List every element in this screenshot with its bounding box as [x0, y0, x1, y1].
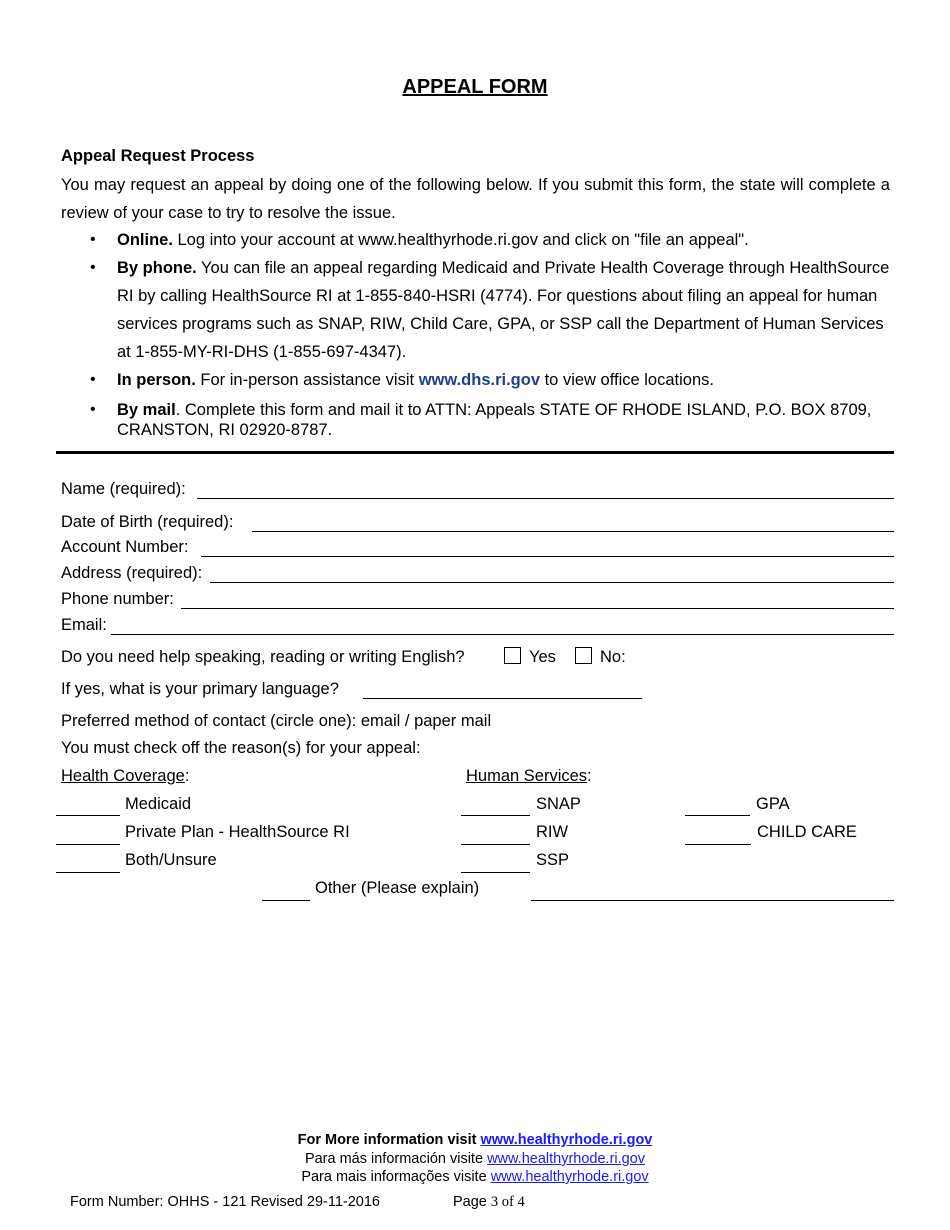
child-care-label: CHILD CARE	[757, 823, 857, 841]
footer-spanish-link[interactable]: www.healthyrhode.ri.gov	[487, 1151, 646, 1167]
other-check[interactable]	[262, 900, 310, 901]
account-label: Account Number:	[61, 538, 189, 556]
dob-field[interactable]	[252, 531, 894, 532]
method-mail: • By mail. Complete this form and mail it to ATTN: Appeals STATE OF RHODE ISLAND, P.O. BOX 8709, CRANSTON, RI 02920-8787.	[90, 400, 890, 440]
health-coverage-heading: Health Coverage:	[61, 767, 190, 785]
snap-label: SNAP	[536, 795, 581, 813]
form-number: Form Number: OHHS - 121 Revised 29-11-2016	[70, 1194, 380, 1210]
gpa-label: GPA	[756, 795, 790, 813]
name-label: Name (required):	[61, 480, 186, 498]
page-number: Page 3 of 4	[453, 1194, 525, 1210]
ssp-label: SSP	[536, 851, 570, 869]
private-plan-check[interactable]	[56, 844, 120, 845]
method-phone: • By phone. You can file an appeal regarding Medicaid and Private Health Coverage through HealthSource RI by calling HealthSource RI at 1-855-840-HSRI (4774). For questions about filing an appeal for human services programs such as SNAP, RIW, Child Care, GPA, or SSP call the Department of Human Services at 1-855-MY-RI-DHS (1-855-697-4347).	[90, 254, 890, 366]
method-online: • Online. Log into your account at www.healthyrhode.ri.gov and click on "file an appeal".	[90, 226, 890, 254]
medicaid-check[interactable]	[56, 815, 120, 816]
section-divider	[56, 451, 894, 454]
other-label: Other (Please explain)	[315, 879, 480, 897]
process-heading: Appeal Request Process	[61, 147, 255, 165]
primary-language-label: If yes, what is your primary language?	[61, 680, 339, 698]
footer-portuguese-link[interactable]: www.healthyrhode.ri.gov	[490, 1169, 649, 1185]
riw-check[interactable]	[461, 844, 530, 845]
footer-portuguese: Para mais informações visite www.healthyrhode.ri.gov	[301, 1169, 649, 1185]
snap-check[interactable]	[461, 815, 530, 816]
riw-label: RIW	[536, 823, 569, 841]
address-field[interactable]	[210, 582, 894, 583]
primary-language-field[interactable]	[363, 698, 642, 699]
name-field[interactable]	[197, 498, 894, 499]
child-care-check[interactable]	[685, 844, 751, 845]
gpa-check[interactable]	[685, 815, 750, 816]
both-unsure-label: Both/Unsure	[125, 851, 217, 869]
english-help-no-checkbox[interactable]	[575, 647, 592, 664]
footer-spanish: Para más información visite www.healthyrhode.ri.gov	[304, 1151, 646, 1167]
other-explain-field[interactable]	[531, 900, 894, 901]
method-in-person: • In person. For in-person assistance visit www.dhs.ri.gov to view office locations.	[90, 366, 890, 394]
appeal-methods-list	[90, 226, 890, 440]
english-help-no-label: No:	[600, 648, 626, 666]
english-help-yes-label: Yes	[529, 648, 556, 666]
page-title: APPEAL FORM	[402, 76, 548, 98]
contact-method[interactable]: Preferred method of contact (circle one): email / paper mail	[61, 712, 492, 730]
process-intro: You may request an appeal by doing one of the following below. If you submit this form, the state will complete a review of your case to try to resolve the issue.	[61, 176, 890, 222]
both-unsure-check[interactable]	[56, 872, 120, 873]
dob-label: Date of Birth (required):	[61, 513, 234, 531]
human-services-heading: Human Services:	[466, 767, 592, 785]
footer-more-info-link[interactable]: www.healthyrhode.ri.gov	[480, 1132, 653, 1148]
footer-more-info: For More information visit www.healthyrhode.ri.gov	[297, 1132, 653, 1148]
medicaid-label: Medicaid	[125, 795, 192, 813]
phone-label: Phone number:	[61, 590, 174, 608]
english-help-question: Do you need help speaking, reading or writing English?	[61, 648, 465, 666]
ssp-check[interactable]	[461, 872, 530, 873]
private-plan-label: Private Plan - HealthSource RI	[125, 823, 350, 841]
phone-field[interactable]	[181, 608, 894, 609]
dhs-link[interactable]: www.dhs.ri.gov	[418, 371, 541, 389]
email-label: Email:	[61, 616, 107, 634]
address-label: Address (required):	[61, 564, 203, 582]
account-field[interactable]	[201, 556, 894, 557]
reasons-intro: You must check off the reason(s) for your appeal:	[61, 739, 421, 757]
email-field[interactable]	[111, 634, 894, 635]
english-help-yes-checkbox[interactable]	[504, 647, 521, 664]
